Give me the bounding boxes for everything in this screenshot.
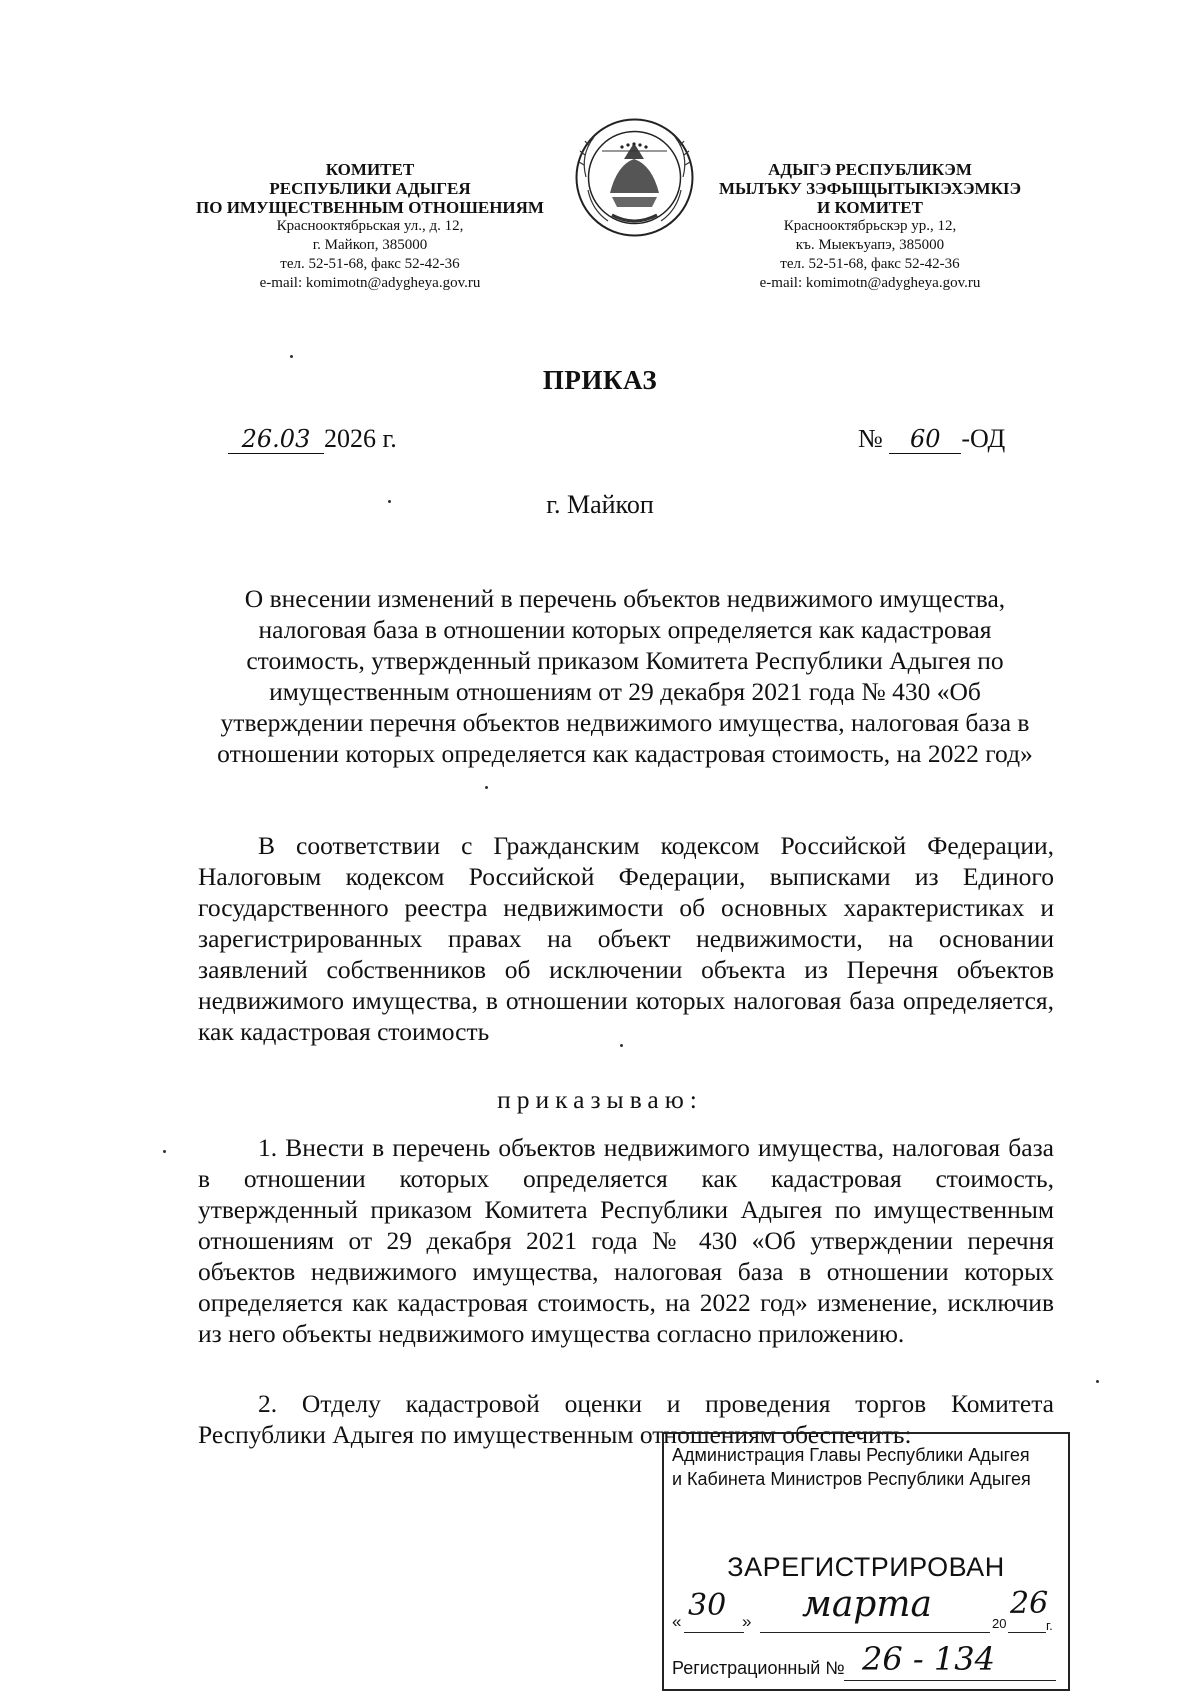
number-prefix: №	[858, 424, 883, 453]
scan-speck	[163, 1150, 166, 1153]
org-name-ady-line1: АДЫГЭ РЕСПУБЛИКЭМ	[768, 160, 972, 179]
scan-speck	[485, 786, 488, 789]
preamble-text: В соответствии с Гражданским кодексом Российской Федерации, Налоговым кодексом Российской Федерации, выписками из Единого государственного реестра недвижимости об основных характеристиках и зарегистрированных правах на объект недвижимости, на основании заявлений собственников об исключении объекта из Перечня объектов недвижимого имущества, в отношении которых налоговая база определяется, как кадастровая стоимость	[198, 831, 1054, 1046]
order-item-1	[198, 1132, 1054, 1349]
stamp-year-handwritten: 26	[1010, 1586, 1049, 1621]
org-name-ady-line2: МЫЛЪКУ ЗЭФЫЩЫТЫКІЭХЭМКІЭ	[718, 179, 1022, 198]
coat-of-arms-icon	[572, 115, 697, 240]
scan-speck	[388, 500, 391, 503]
scan-speck	[290, 355, 293, 358]
number-suffix: -ОД	[961, 424, 1006, 453]
document-number	[858, 424, 1005, 454]
date-handwritten: 26.03	[228, 425, 324, 454]
scan-speck	[620, 1044, 623, 1047]
org-address1: Краснооктябрьская ул., д. 12,	[276, 218, 464, 234]
org-ady-email: e-mail: komimotn@adygheya.gov.ru	[759, 275, 981, 291]
document-city: г. Майкоп	[546, 490, 654, 519]
org-ady-address1: Краснооктябрьскэр ур., 12,	[783, 218, 957, 234]
stamp-reg-label: Регистрационный №	[672, 1658, 845, 1678]
org-ady-phone: тел. 52-51-68, факс 52-42-36	[780, 256, 960, 272]
org-name-line3: ПО ИМУЩЕСТВЕННЫМ ОТНОШЕНИЯМ	[196, 198, 544, 217]
stamp-year-prefix: 20	[992, 1616, 1007, 1631]
stamp-quote-open: «	[672, 1612, 682, 1631]
scan-speck	[1096, 1380, 1099, 1383]
stamp-date	[672, 1584, 1062, 1636]
org-name-line2: РЕСПУБЛИКИ АДЫГЕЯ	[269, 179, 471, 198]
order-item-1-text: 1. Внести в перечень объектов недвижимого имущества, налоговая база в отношении которых определяется как кадастровая стоимость, утвержденный приказом Комитета Республики Адыгея по имущественным отношениям от 29 декабря 2021 года № 430 «Об утверждении перечня объектов недвижимого имущества, налоговая база в отношении которых определяется как кадастровая стоимость, на 2022 год» изменение, исключив из него объекты недвижимого имущества согласно приложению.	[198, 1133, 1054, 1348]
stamp-quote-close: »	[742, 1612, 752, 1631]
org-phone: тел. 52-51-68, факс 52-42-36	[280, 256, 460, 272]
org-address2: г. Майкоп, 385000	[312, 237, 428, 253]
stamp-reg-number-handwritten: 26 - 134	[862, 1640, 995, 1678]
org-name-line1: КОМИТЕТ	[325, 160, 415, 179]
stamp-day-handwritten: 30	[688, 1588, 727, 1623]
org-ady-address2: къ. Мыекъуапэ, 385000	[795, 237, 945, 253]
document-date	[228, 424, 397, 454]
date-suffix: 2026 г.	[324, 424, 397, 453]
document-subject: О внесении изменений в перечень объектов недвижимого имущества, налоговая база в отношении которых определяется как кадастровая стоимость, утвержденный приказом Комитета Республики Адыгея по имущественным отношениям от 29 декабря 2021 года № 430 «Об утверждении перечня объектов недвижимого имущества, налоговая база в отношении которых определяется как кадастровая стоимость, на 2022 год»	[217, 584, 1033, 768]
stamp-reg-number	[672, 1640, 1062, 1684]
org-email: e-mail: komimotn@adygheya.gov.ru	[259, 275, 481, 291]
stamp-month-handwritten: марта	[802, 1584, 932, 1625]
stamp-status: ЗАРЕГИСТРИРОВАН	[727, 1552, 1005, 1582]
order-word: приказываю:	[497, 1085, 703, 1114]
org-name-ady-line3: И КОМИТЕТ	[817, 198, 923, 217]
document-title: ПРИКАЗ	[542, 365, 658, 395]
registration-stamp	[662, 1432, 1070, 1691]
order-item-2-text: 2. Отделу кадастровой оценки и проведения торгов Комитета Республики Адыгея по имущественным отношениям обеспечить:	[198, 1389, 1054, 1449]
stamp-org-line2: и Кабинета Министров Республики Адыгея	[672, 1469, 1031, 1489]
stamp-org-line1: Администрация Главы Республики Адыгея	[672, 1445, 1030, 1465]
stamp-year-suffix: г.	[1046, 1618, 1053, 1633]
header-left	[170, 160, 570, 293]
number-handwritten: 60	[889, 425, 961, 454]
header-right	[680, 160, 1060, 293]
preamble-paragraph	[198, 830, 1054, 1047]
